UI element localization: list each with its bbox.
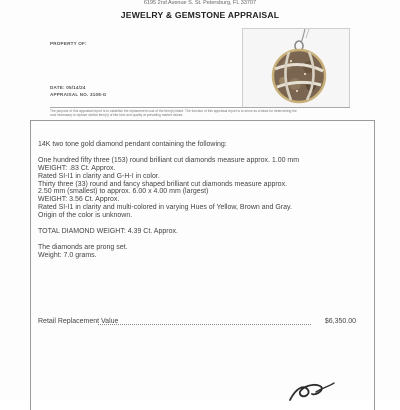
description-line: 2.50 mm (smallest) to approx. 6.00 x 4.00 mm (largest)	[38, 188, 209, 196]
business-address: 6195 2nd Avenue S. St. Petersburg, FL 33707	[143, 0, 257, 6]
description-line: Rated SI-I1 in clarity and multi-colored in varying Hues of Yellow, Brown and Gray.	[38, 204, 292, 212]
description-line: 14K two tone gold diamond pendant containing the following:	[38, 141, 227, 148]
appraisal-number-value: 3108-G	[90, 92, 107, 97]
leader-dots	[98, 324, 311, 325]
property-of-label: PROPERTY OF:	[50, 41, 87, 46]
description-line: Rated SI-I1 in clarity and G-H-I in color.	[38, 172, 160, 180]
retail-replacement-row	[38, 318, 356, 328]
pendant-image	[243, 29, 349, 107]
date-value: 05/14/24	[66, 85, 86, 90]
line-spacer	[38, 220, 368, 228]
line-spacer	[38, 149, 368, 157]
disclaimer-line-2: cost necessary to replace similar item(s) of like kind and quality at prevailing market values.	[50, 113, 184, 117]
header-divider	[50, 107, 350, 108]
appraisal-number-label: APPRAISAL NO.	[50, 92, 89, 97]
total-diamond-weight: TOTAL DIAMOND WEIGHT: 4.39 Ct. Approx.	[38, 227, 178, 235]
date-field	[50, 85, 86, 90]
description-line: WEIGHT: 3.56 Ct. Approx.	[38, 196, 120, 204]
description-line: The diamonds are prong set.	[38, 243, 128, 251]
description-line: One hundred fifty three (153) round brilliant cut diamonds measure approx. 1.00 mm	[38, 156, 300, 164]
description-line: WEIGHT: .83 Ct. Approx.	[38, 164, 116, 172]
item-description	[38, 141, 368, 260]
retail-value: $6,350.00	[324, 318, 356, 325]
signature-mark	[286, 380, 336, 402]
description-line: Origin of the color is unknown.	[38, 212, 133, 220]
description-line: Weight: 7.0 grams.	[38, 251, 97, 259]
pendant-photo	[242, 28, 350, 108]
description-line: Thirty three (33) round and fancy shaped brilliant cut diamonds measure approx.	[38, 180, 288, 188]
purpose-disclaimer	[50, 109, 350, 117]
disclaimer-line-1: The purpose of this appraisal report is to establish the replacement cost of the item(s) listed. The function of this appraisal report is to serve as a basis for determining the	[50, 109, 297, 113]
date-label: DATE:	[50, 85, 65, 90]
document-title: JEWELRY & GEMSTONE APPRAISAL	[120, 10, 280, 20]
retail-label: Retail Replacement Value	[38, 318, 119, 325]
appraisal-number-field	[50, 92, 107, 97]
line-spacer	[38, 236, 368, 244]
